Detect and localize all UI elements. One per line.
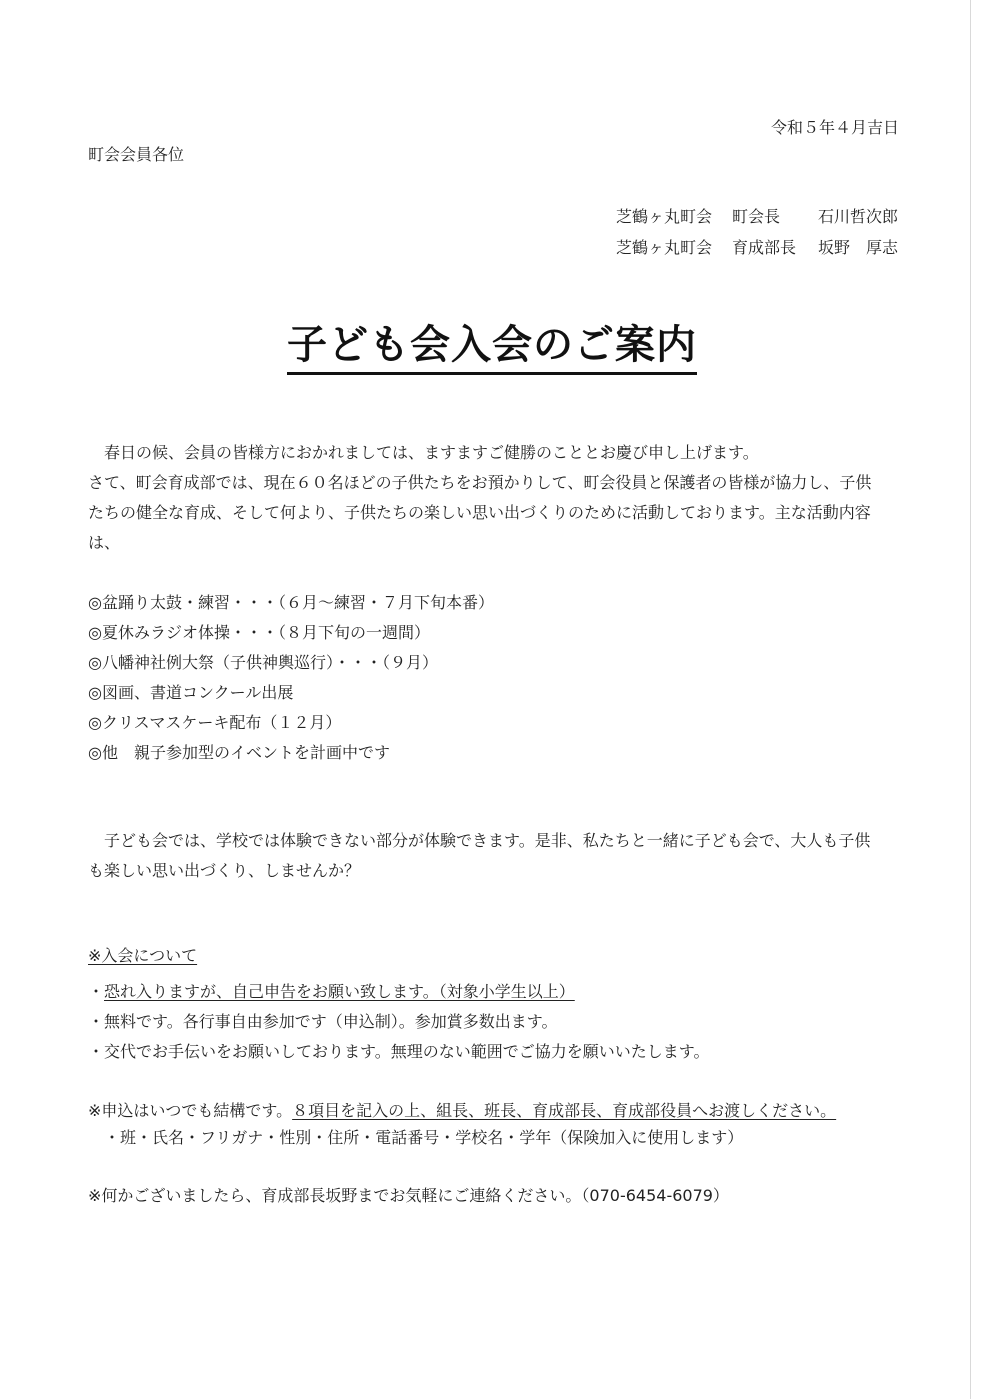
sender-line bbox=[616, 207, 898, 227]
intro-paragraph bbox=[88, 438, 908, 558]
activity-item: ◎図画、書道コンクール出展 bbox=[88, 683, 294, 702]
intro-line: さて、町会育成部では、現在６０名ほどの子供たちをお預かりして、町会役員と保護者の皆様が協力し、子供 bbox=[88, 473, 872, 492]
intro-line: たちの健全な育成、そして何より、子供たちの楽しい思い出づくりのために活動しております。主な活動内容 bbox=[88, 503, 871, 522]
activity-item: ◎八幡神社例大祭（子供神輿巡行）・・・（９月） bbox=[88, 653, 438, 672]
join-notes bbox=[88, 977, 709, 1067]
apply-prefix: ※申込はいつでも結構です。 bbox=[88, 1101, 293, 1120]
contact-note: ※何かございましたら、育成部長坂野までお気軽にご連絡ください。（070-6454-6079） bbox=[88, 1186, 729, 1205]
apply-items: ・班・氏名・フリガナ・性別・住所・電話番号・学校名・学年（保険加入に使用します） bbox=[104, 1128, 744, 1147]
join-note-bullet: ・ bbox=[88, 982, 105, 1001]
join-note bbox=[88, 977, 709, 1007]
activity-item: ◎クリスマスケーキ配布（１２月） bbox=[88, 713, 342, 732]
sender-name: 石川哲次郎 bbox=[818, 207, 899, 226]
activity-item: ◎盆踊り太鼓・練習・・・（６月～練習・７月下旬本番） bbox=[88, 593, 494, 612]
apply-note bbox=[88, 1096, 836, 1126]
apply-underlined: ８項目を記入の上、組長、班長、育成部長、育成部役員へお渡しください。 bbox=[292, 1101, 837, 1120]
recipient: 町会会員各位 bbox=[88, 145, 185, 164]
intro-line: は、 bbox=[88, 533, 121, 552]
sender-line bbox=[616, 238, 898, 258]
activity-item: ◎夏休みラジオ体操・・・（８月下旬の一週間） bbox=[88, 623, 430, 642]
activity-list bbox=[88, 588, 494, 768]
join-heading: ※入会について bbox=[88, 946, 198, 965]
title-block bbox=[280, 320, 704, 375]
sender-role: 育成部長 bbox=[732, 238, 797, 257]
activity-item: ◎他 親子参加型のイベントを計画中です bbox=[88, 743, 390, 762]
sender-name: 坂野 厚志 bbox=[818, 238, 899, 257]
scan-edge-line bbox=[970, 0, 971, 1399]
sender-org: 芝鶴ヶ丸町会 bbox=[616, 238, 713, 257]
invite-paragraph bbox=[88, 826, 908, 886]
join-note: ・無料です。各行事自由参加です（申込制）。参加賞多数出ます。 bbox=[88, 1012, 558, 1031]
intro-line: 春日の候、会員の皆様方におかれましては、ますますご健勝のこととお慶び申し上げます。 bbox=[104, 443, 759, 462]
sender-org: 芝鶴ヶ丸町会 bbox=[616, 207, 713, 226]
sender-role: 町会長 bbox=[732, 207, 781, 226]
document-title: 子ども会入会のご案内 bbox=[287, 320, 697, 375]
invite-line: も楽しい思い出づくり、しませんか？ bbox=[88, 861, 361, 880]
invite-line: 子ども会では、学校では体験できない部分が体験できます。是非、私たちと一緒に子ども会で、大人も子供 bbox=[104, 831, 871, 850]
join-note-underlined: 恐れ入りますが、自己申告をお願い致します。（対象小学生以上） bbox=[104, 982, 575, 1001]
join-note: ・交代でお手伝いをお願いしております。無理のない範囲でご協力を願いいたします。 bbox=[88, 1042, 710, 1061]
issue-date: 令和５年４月吉日 bbox=[770, 118, 899, 137]
